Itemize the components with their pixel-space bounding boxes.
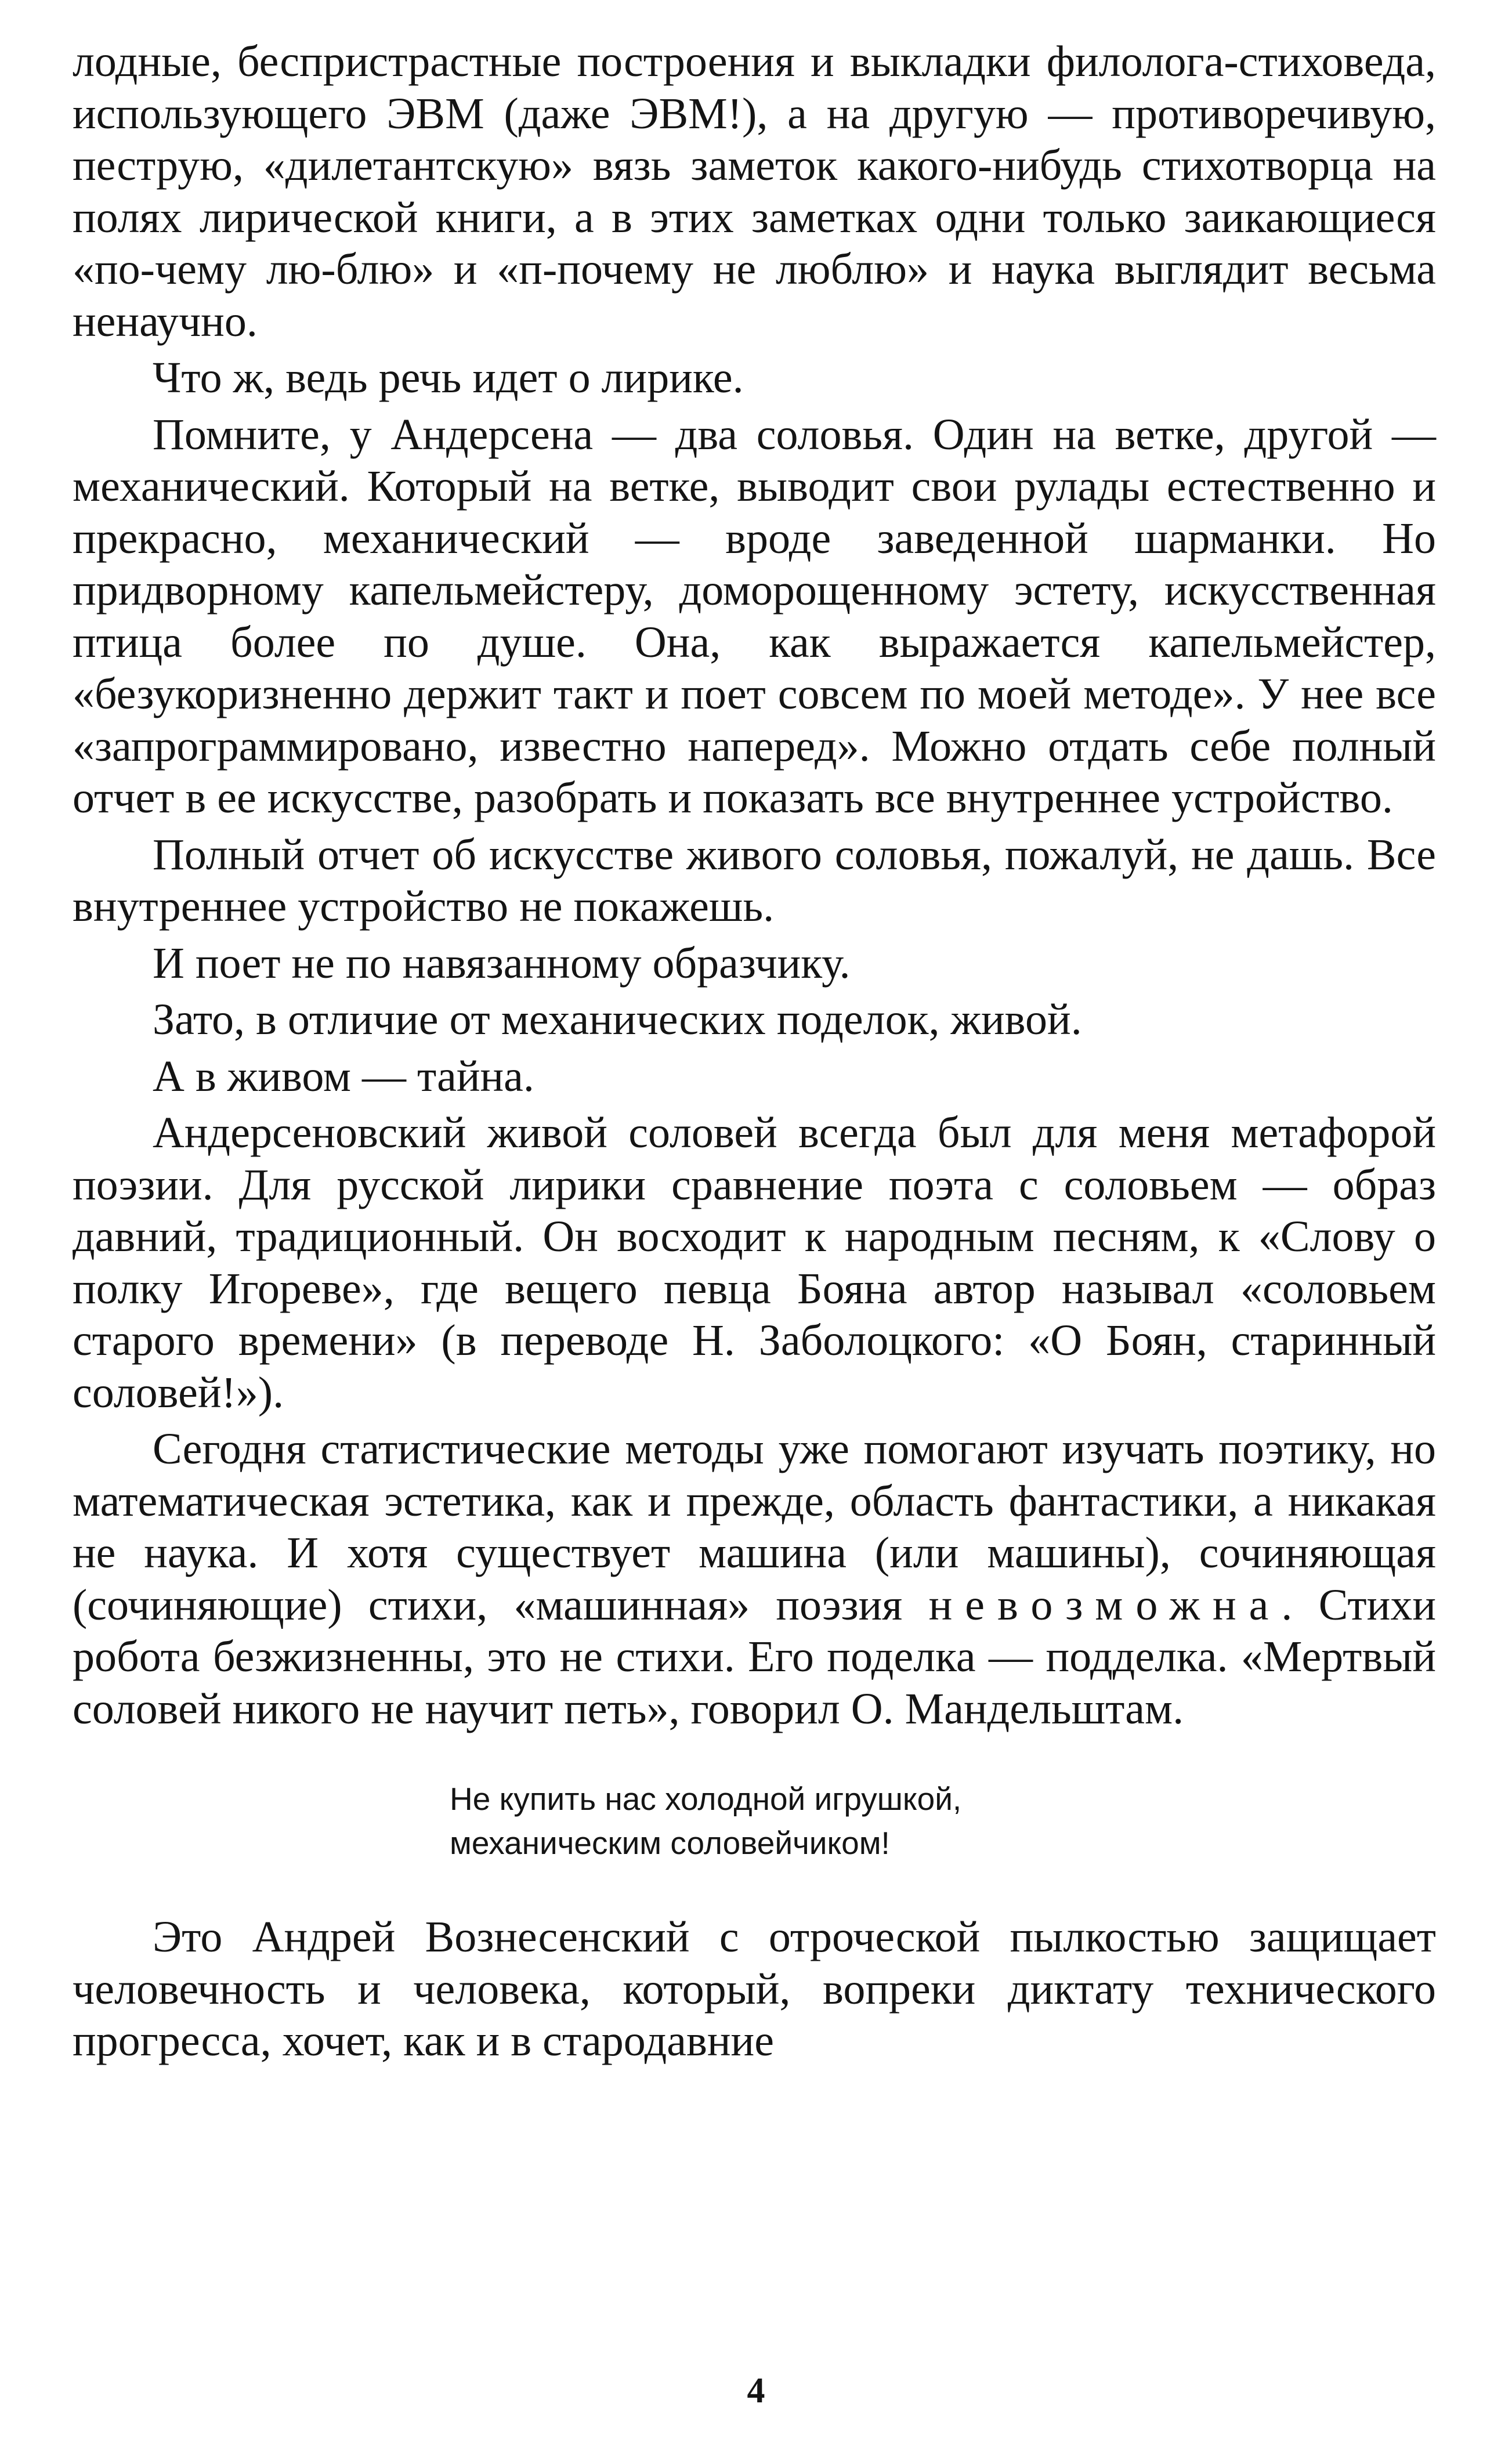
paragraph-3: Помните, у Андерсена — два соловья. Один на ветке, другой — механический. Который на ветке, выводит свои рулады естественно и прекрасно, механический — вроде заведенной шарманки. Но придворному капельмейстеру, доморощенному эстету, искусственная птица более по душе. Она, как выражается капельмейстер, «безукоризненно держит такт и поет совсем по моей методе». У нее все «запрограммировано, известно наперед». Можно отдать себе полный отчет в ее искусстве, разобрать и показать все внутреннее устройство. (73, 410, 1436, 822)
epigraph-line-1: Не купить нас холодной игрушкой, (450, 1781, 962, 1817)
paragraph-8: Андерсеновский живой соловей всегда был для меня метафорой поэзии. Для русской лирики сравнение поэта с соловьем — образ давний, традиционный. Он восходит к народным песням, к «Слову о полку Игореве», где вещего певца Бояна автор называл «соловьем старого времени» (в переводе Н. Заболоцкого: «О Боян, старинный соловей!»). (73, 1108, 1436, 1417)
paragraph-4: Полный отчет об искусстве живого соловья, пожалуй, не дашь. Все внутреннее устройство не покажешь. (73, 830, 1436, 931)
epigraph-line-2: механическим соловейчиком! (450, 1825, 890, 1861)
paragraph-9 (73, 1423, 1436, 1735)
paragraph-5: И поет не по навязанному образчику. (153, 938, 851, 988)
paragraph-2: Что ж, ведь речь идет о лирике. (153, 353, 744, 402)
paragraph-9-before: Сегодня статистические методы уже помогают изучать поэтику, но математическая эстетика, как и прежде, область фантастики, а никакая не наука. И хотя существует машина (или машины), сочиняющая (сочиняющие) стихи, «машинная» поэзия (73, 1425, 1436, 1629)
closing-paragraph: Это Андрей Вознесенский с отроческой пылкостью защищает человечность и человека, который, вопреки диктату технического прогресса, хочет, как и в стародавние (73, 1913, 1436, 2065)
body-text-continued (73, 1911, 1436, 2068)
paragraph-7: А в живом — тайна. (153, 1051, 534, 1101)
body-text (73, 36, 1436, 1735)
emphasized-word: невозможна (928, 1580, 1282, 1629)
page-number: 4 (747, 2371, 765, 2410)
epigraph-quote (450, 1777, 1436, 1865)
paragraph-9-after: . Стихи робота безжизненны, это не стихи. Его поделка — подделка. «Мертвый соловей никого не научит петь», говорил О. Мандельштам. (73, 1580, 1436, 1733)
paragraph-1: лодные, беспристрастные построения и выкладки филолога-стиховеда, использующего ЭВМ (даже ЭВМ!), а на другую — противоречивую, пеструю, «дилетантскую» вязь заметок какого-нибудь стихотворца на полях лирической книги, а в этих заметках одни только заикающиеся «по-чему лю-блю» и «п-почему не люблю» и наука выглядит весьма ненаучно. (73, 37, 1436, 346)
paragraph-6: Зато, в отличие от механических поделок, живой. (153, 995, 1082, 1044)
page (73, 36, 1436, 2072)
